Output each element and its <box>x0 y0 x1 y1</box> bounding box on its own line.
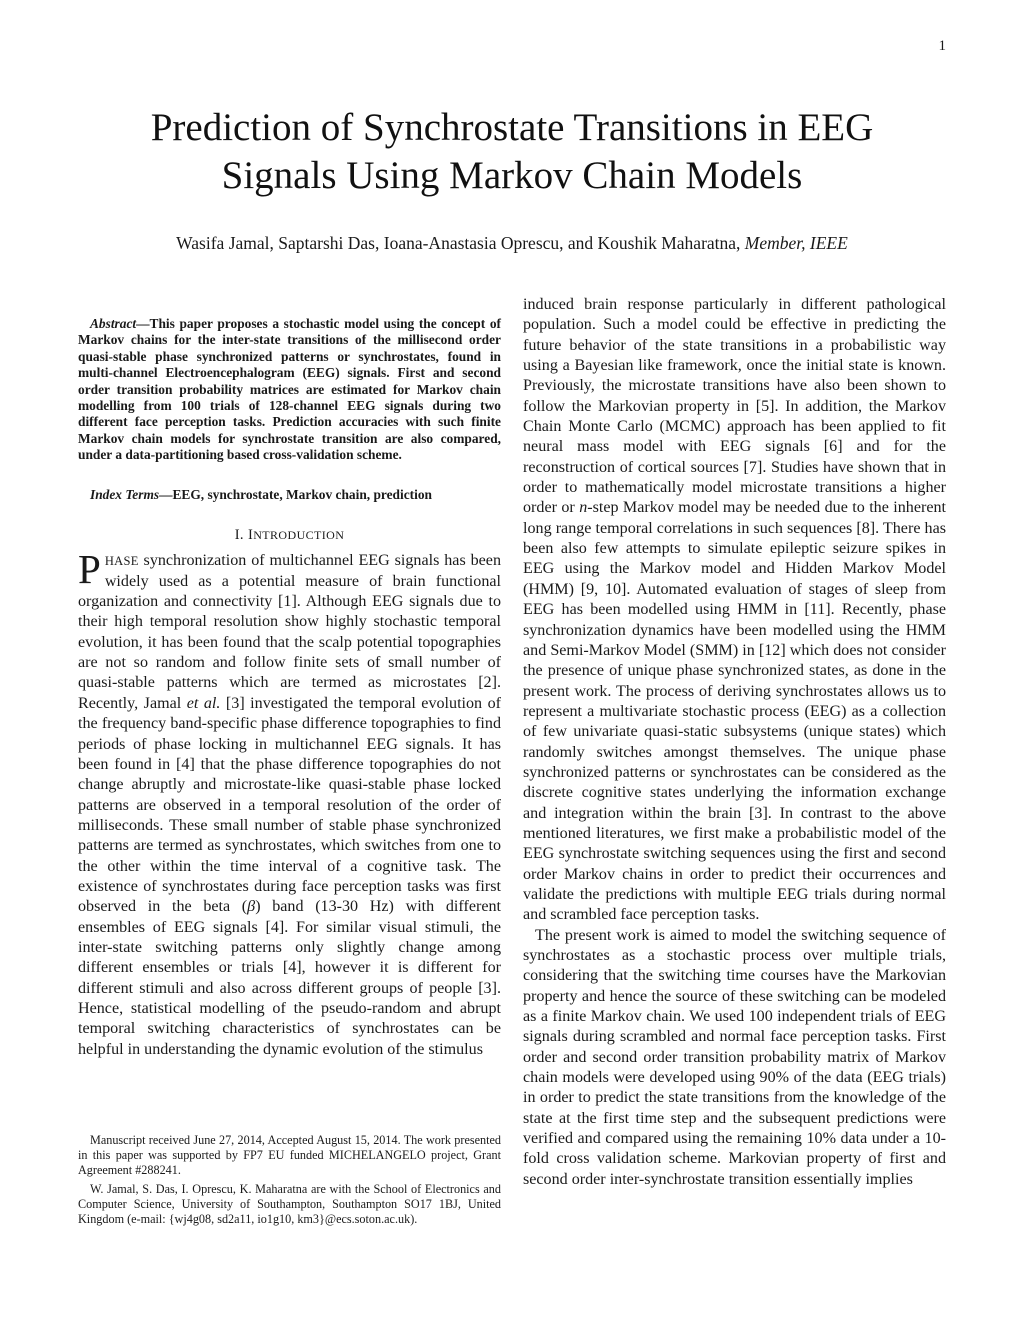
intro-text-b: [3] investigated the temporal evolution of the frequency band-specific phase difference topographies to find periods of phase locking in multichannel EEG signals. It has been found in [4] that the phase difference topographies do not change abruptly and microstate-like quasi-stable phase locked patterns are observed in a temporal resolution of the order of milliseconds. These small number of stable phase synchronized patterns are termed as synchrostates, which switches from one to the other within the time interval of a cognitive task. The existence of synchrostates during face perception tasks was first observed in the beta ( <box>78 694 502 916</box>
title-line-1: Prediction of Synchrostate Transitions in EEG <box>150 106 874 149</box>
intro-text-c: ) band (13-30 Hz) with different ensembles of EEG signals [4]. For similar visual stimuli, the inter-state switching patterns only slightly change among different ensembles or trials [4], however it is different for different stimuli and also across different groups of people [3]. Hence, statistical modelling of the pseudo-random and abrupt temporal switching characteristics of synchrostates can be helpful in understanding the dynamic evolution of the stimulus <box>78 898 501 1058</box>
footnote-affiliation: W. Jamal, S. Das, I. Oprescu, K. Maharatna are with the School of Electronics and Computer Science, University of Southampton, Southampton SO17 1BJ, United Kingdom (e-mail: {wj4g08, sd2a11, io1g10, km3}@ecs.soton.ac.uk). <box>78 1181 501 1227</box>
intro-paragraph-1-continued <box>523 295 946 926</box>
index-terms-label: Index Terms <box>90 486 160 502</box>
author-list <box>0 233 1024 254</box>
author-membership: Member, IEEE <box>744 233 848 253</box>
intro-text-a: synchronization of multichannel EEG signals has been widely used as a potential measure of brain functional organization and connectivity [1]. Although EEG signals due to their high temporal resolution show highly stochastic temporal evolution, it has been found that the scalp potential topographies are not so random and follow finite sets of small number of quasi-stable patterns which are termed as microstates [2]. Recently, Jamal <box>78 552 501 712</box>
section-title-first: I <box>248 527 254 544</box>
section-heading-introduction <box>78 525 501 545</box>
index-terms-text: —EEG, synchrostate, Markov chain, prediction <box>159 486 432 502</box>
intro-etal: et al. <box>186 694 221 712</box>
intro-cont-b: -step Markov model may be needed due to the inherent long range temporal correlations in such sequences [8]. There has been also few attempts to simulate epileptic seizure spikes in EEG using the Markov model and Hidden Markov Model (HMM) [9, 10]. Automated evaluation of stages of sleep from EEG has been modelled using HMM in [11]. Recently, phase synchronization dynamics have been modelled using the HMM and Semi-Markov Model (SMM) in [12] which does not consider the presence of unique phase synchronized states, as done in the present work. The process of deriving synchrostates allows us to represent a multivariate stochastic process (EEG) as a collection of few univariate quasi-static subsystems (unique states) which randomly switches amongst themselves. The unique phase synchronized patterns or synchrostates can be considered as the discrete cognitive states underlying the information exchange and integration within the brain [3]. In contrast to the above mentioned literatures, we first make a probabilistic model of the EEG synchrostate switching sequences using the first and second order Markov chains in order to predict their occurrences and validate the predictions with multiple EEG trials during normal and scrambled face perception tasks. <box>523 499 946 924</box>
intro-paragraph-2: The present work is aimed to model the switching sequence of synchrostates as a stochastic process over multiple trials, considering that the switching time courses have the Markovian property and hence the source of these switching can be modeled as a finite Markov chain. We used 100 independent trials of EEG signals during scrambled and normal face perception tasks. First order and second order transition probability matrix of Markov chain models were developed using 90% of the data (EEG trials) in order to predict the state transitions from the knowledge of the state at the first time step and the subsequent predictions were verified and compared using the remaining 10% data under a 10-fold cross validation scheme. Markovian property of first and second order inter-synchrostate transition essentially implies <box>523 926 946 1188</box>
page-number: 1 <box>938 38 946 54</box>
footnote <box>78 1133 501 1227</box>
drop-cap: P <box>78 546 101 593</box>
index-terms <box>78 487 501 503</box>
nstep-symbol: n <box>579 499 588 517</box>
intro-cont-a: induced brain response particularly in different pathological population. Such a model could be effective in predicting the future behavior of the state transitions in a probabilistic way using a Bayesian like framework, once the initial state is known. Previously, the microstate transitions have also been shown to follow the Markovian property in [5]. In addition, the Markov Chain Monte Carlo (MCMC) approach has been applied to fit neural mass model with EEG signals [6] and for the reconstruction of cortical sources [7]. Studies have shown that in order to mathematically model microstate transitions a higher order or <box>523 296 946 517</box>
abstract-text: —This paper proposes a stochastic model using the concept of Markov chains for the inter-state transitions of the millisecond order quasi-stable phase synchronized patterns or synchrostates, found in multi-channel Electroencephalogram (EEG) signals. First and second order transition probability matrices are estimated for Markov chain modelling from 100 trials of 128-channel EEG signals during two different face perception tasks. Prediction accuracies with such finite Markov chain models for synchrostate transition are also compared, under a data-partitioning based cross-validation scheme. <box>78 316 501 463</box>
author-names: Wasifa Jamal, Saptarshi Das, Ioana-Anastasia Oprescu, and Koushik Maharatna, <box>176 233 741 253</box>
beta-symbol: β <box>247 898 256 916</box>
footnote-manuscript: Manuscript received June 27, 2014, Accepted August 15, 2014. The work presented in this paper was supported by FP7 EU funded MICHELANGELO project, Grant Agreement #288241. <box>78 1133 501 1178</box>
abstract <box>78 316 501 464</box>
intro-paragraph-1 <box>78 546 502 1060</box>
right-column <box>523 295 946 1190</box>
paper-title <box>0 104 1024 200</box>
section-number: I. <box>234 527 244 544</box>
section-title-rest: NTRODUCTION <box>253 528 345 543</box>
drop-cap-rest: HASE <box>104 554 139 569</box>
abstract-label: Abstract <box>90 316 137 331</box>
left-column <box>78 316 501 1060</box>
title-line-2: Signals Using Markov Chain Models <box>221 154 803 197</box>
